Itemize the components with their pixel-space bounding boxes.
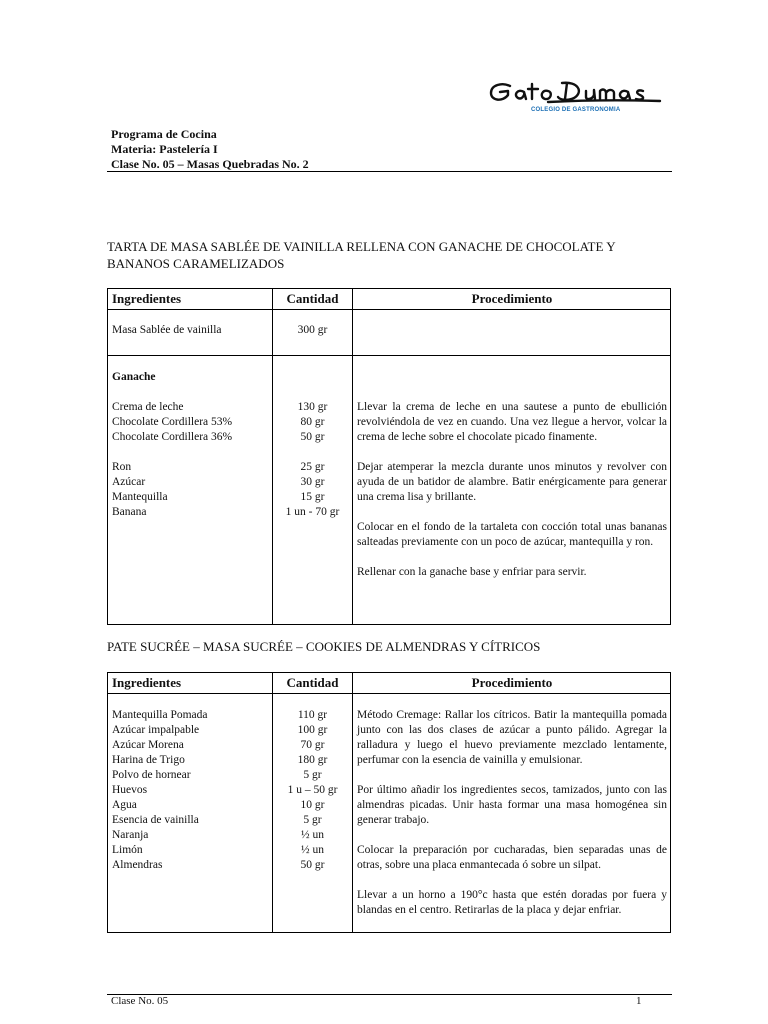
ingredient-name: Chocolate Cordillera 53% — [112, 416, 233, 428]
class-line: Clase No. 05 – Masas Quebradas No. 2 — [111, 157, 309, 171]
quantity-header: Cantidad — [273, 289, 353, 309]
ingredient-name: Agua — [112, 799, 137, 811]
ingredient-quantity: 1 un - 70 gr — [285, 506, 340, 518]
procedure-text — [353, 356, 670, 624]
ingredients-header: Ingredientes — [108, 673, 273, 693]
ingredient-quantity: 5 gr — [303, 814, 322, 826]
ingredient-quantity: 50 gr — [300, 859, 325, 871]
ingredient-quantity: 10 gr — [300, 799, 325, 811]
ingredient-name: Azúcar Morena — [112, 739, 184, 751]
ingredient-list — [108, 356, 273, 624]
table-row — [108, 309, 670, 355]
footer-class-label: Clase No. 05 — [111, 995, 169, 1007]
ganache-heading: Ganache — [112, 371, 156, 383]
recipe1-title — [107, 238, 672, 272]
ingredient-name: Harina de Trigo — [112, 754, 185, 766]
ingredient-quantity: ½ un — [301, 829, 324, 841]
ingredient-name: Naranja — [112, 829, 149, 841]
ingredient-name — [112, 445, 272, 460]
quantity-header: Cantidad — [273, 673, 353, 693]
table-header-row — [108, 289, 670, 309]
ingredient-quantity: 5 gr — [303, 769, 322, 781]
ingredient-quantity: 25 gr — [300, 461, 325, 473]
header-divider — [107, 171, 672, 172]
ingredient-name: Huevos — [112, 784, 148, 796]
ingredient-name: Chocolate Cordillera 36% — [112, 431, 233, 443]
ingredient-quantity: 15 gr — [300, 491, 325, 503]
ingredient-cell: Masa Sablée de vainilla — [108, 310, 273, 355]
ingredient-quantity: 100 gr — [297, 724, 328, 736]
recipe2-table — [107, 672, 671, 933]
ingredient-name: Mantequilla Pomada — [112, 709, 208, 721]
ingredient-quantity — [273, 445, 352, 460]
spacer — [112, 385, 272, 400]
procedure-paragraph: Llevar la crema de leche en una sautese a punto de ebullición revolviéndola de vez en cuando. Una vez llegue a hervor, volcar la crema de leche sobre el chocolate picado finamente. — [357, 401, 667, 443]
ingredient-quantity: 180 gr — [297, 754, 328, 766]
logo-subtitle: COLEGIO DE GASTRONOMIA — [531, 107, 621, 113]
procedure-cell — [353, 310, 670, 355]
ingredients-header: Ingredientes — [108, 289, 273, 309]
ingredient-name: Mantequilla — [112, 491, 168, 503]
procedure-paragraph: Rellenar con la ganache base y enfriar para servir. — [357, 566, 587, 578]
procedure-header: Procedimiento — [471, 675, 553, 690]
table-header-row — [108, 673, 670, 693]
ingredient-name: Azúcar — [112, 476, 146, 488]
ingredient-quantity: 110 gr — [297, 709, 328, 721]
procedure-paragraph: Dejar atemperar la mezcla durante unos minutos y revolver con ayuda de un batidor de alambre. Batir enérgicamente para generar una crema lisa y brillante. — [357, 461, 667, 503]
ingredient-name: Polvo de hornear — [112, 769, 191, 781]
procedure-paragraph: Método Cremage: Rallar los cítricos. Batir la mantequilla pomada junto con las dos clases de azúcar a punto pálido. Agregar la ralladura y luego el huevo previamente mezclado lentamente, perfumar con la esencia de vainilla y emulsionar. — [357, 709, 667, 766]
table-row — [108, 693, 670, 932]
procedure-paragraph: Colocar en el fondo de la tartaleta con cocción total unas bananas salteadas previamente con un poco de azúcar, mantequilla y ron. — [357, 521, 667, 548]
procedure-text — [353, 694, 670, 932]
ingredient-name: Almendras — [112, 859, 163, 871]
table-row — [108, 355, 670, 624]
ingredient-name: Azúcar impalpable — [112, 724, 200, 736]
ingredient-quantity: 80 gr — [300, 416, 325, 428]
quantity-cell: 300 gr — [273, 310, 353, 355]
ingredient-name: Limón — [112, 844, 143, 856]
footer-divider — [107, 994, 672, 995]
procedure-paragraph: Por último añadir los ingredientes secos, tamizados, junto con las almendras picadas. Unir hasta formar una masa homogénea sin generar trabajo. — [357, 784, 667, 826]
subject-line: Materia: Pastelería I — [111, 142, 218, 156]
school-logo — [488, 78, 668, 122]
ingredient-names — [108, 694, 273, 932]
quantity-list — [273, 694, 353, 932]
ingredient-quantity: 1 u – 50 gr — [287, 784, 338, 796]
ingredient-quantity: 130 gr — [297, 401, 328, 413]
ingredient-quantity: 70 gr — [300, 739, 325, 751]
ingredient-quantity: 30 gr — [300, 476, 325, 488]
procedure-header: Procedimiento — [471, 291, 553, 306]
page-number: 1 — [636, 995, 642, 1007]
document-header — [111, 127, 671, 172]
ingredient-name: Crema de leche — [112, 401, 184, 413]
ingredient-quantity: ½ un — [301, 844, 324, 856]
procedure-paragraph: Colocar la preparación por cucharadas, bien separadas unas de otras, sobre una placa enmantecada ó sobre un silpat. — [357, 844, 667, 871]
recipe1-title-line2: BANANOS CARAMELIZADOS — [107, 256, 285, 271]
gatodumas-script-logo-icon — [488, 78, 668, 108]
procedure-paragraph: Llevar a un horno a 190°c hasta que estén doradas por fuera y blandas en el centro. Retirarlas de la placa y dejar enfriar. — [357, 889, 667, 916]
recipe1-title-line1: TARTA DE MASA SABLÉE DE VAINILLA RELLENA CON GANACHE DE CHOCOLATE Y — [107, 239, 616, 254]
recipe1-table — [107, 288, 671, 625]
program-title: Programa de Cocina — [111, 127, 217, 141]
ingredient-name: Esencia de vainilla — [112, 814, 199, 826]
ingredient-name: Ron — [112, 461, 132, 473]
ingredient-name: Banana — [112, 506, 147, 518]
quantity-list — [273, 356, 353, 624]
recipe2-title: PATE SUCRÉE – MASA SUCRÉE – COOKIES DE ALMENDRAS Y CÍTRICOS — [107, 639, 541, 654]
ingredient-quantity: 50 gr — [300, 431, 325, 443]
ingredient-names — [112, 400, 272, 520]
